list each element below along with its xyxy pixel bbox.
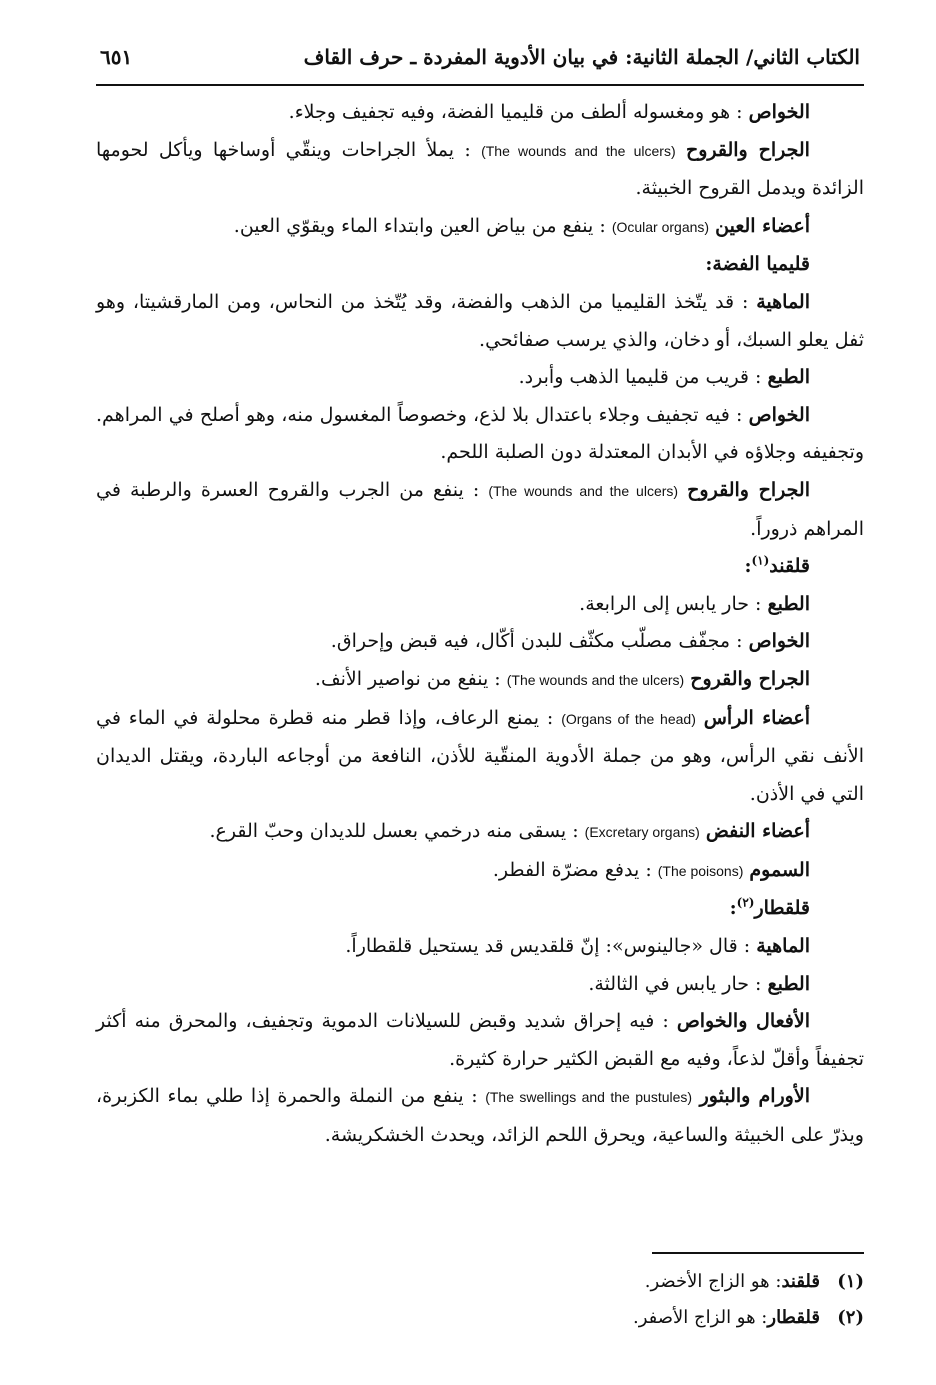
header-rule bbox=[96, 84, 864, 86]
page-number: ٦٥١ bbox=[100, 45, 133, 69]
body-text bbox=[96, 94, 864, 1155]
property-term: الأفعال والخواص bbox=[676, 1010, 810, 1033]
paragraph-text: : فيه تجفيف وجلاء باعتدال بلا لذع، وخصوصاً المغسول منه، وهو أصلح في المراهم. وتجفيفه وجلاؤه في الأبدان المعتدلة دون الصلبة اللحم. bbox=[96, 403, 864, 464]
paragraph-text: : قال «جالينوس»: إنّ قلقديس قد يستحيل قلقطاراً. bbox=[345, 935, 751, 958]
paragraph-text: : ينفع من الجرب والقروح العسرة والرطبة في المراهم ذروراً. bbox=[96, 478, 864, 540]
entry-heading-text: قليميا الفضة: bbox=[705, 253, 810, 276]
entry-paragraph bbox=[96, 928, 864, 966]
property-term: الخواص bbox=[748, 630, 810, 653]
entry-heading bbox=[96, 548, 864, 586]
english-gloss: (The wounds and the ulcers) bbox=[506, 671, 685, 688]
footnote-number: (٢) bbox=[837, 1307, 864, 1328]
entry-heading bbox=[96, 246, 864, 284]
property-term: الجراح والقروح bbox=[687, 478, 810, 501]
paragraph-text: : فيه إحراق شديد وقبض للسيلانات الدموية وتجفيف، والمحرق منه أكثر تجفيفاً وأقلّ لذعاً، وفيه مع القبض الكثير حرارة كثيرة. bbox=[96, 1010, 864, 1070]
entry-paragraph bbox=[96, 966, 864, 1004]
entry-paragraph bbox=[96, 661, 864, 700]
english-gloss: (Organs of the head) bbox=[561, 710, 696, 727]
property-term: الجراح والقروح bbox=[685, 138, 810, 161]
paragraph-text: : ينفع من نواصير الأنف. bbox=[314, 667, 501, 690]
paragraph-text: : يدفع مضرّة الفطر. bbox=[492, 858, 652, 881]
entry-paragraph bbox=[96, 1003, 864, 1078]
paragraph-text: : قد يتّخذ القليميا من الذهب والفضة، وقد يُتّخذ من النحاس، ومن المارقشيتا، وهو ثفل يعلو السبك، أو دخان، والذي يرسب صفائحي. bbox=[96, 290, 864, 351]
property-term: الخواص bbox=[748, 101, 810, 123]
paragraph-text: : يملأ الجراحات وينقّي أوساخها ويأكل لحومها الزائدة ويدمل القروح الخبيثة. bbox=[96, 138, 864, 200]
property-term: الطبع bbox=[767, 972, 810, 995]
entry-paragraph bbox=[96, 208, 864, 247]
entry-paragraph bbox=[96, 472, 864, 548]
property-term: الأورام والبثور bbox=[699, 1085, 810, 1108]
paragraph-text: : يمنع الرعاف، وإذا قطر منه قطرة محلولة في الماء في الأنف نقي الرأس، وهو من جملة الأدوية المنقّية للأذن، النافعة من أوجاعه الباردة، ويقتل الديدان التي في الأذن. bbox=[96, 706, 864, 805]
entry-heading-text: قلقطار bbox=[754, 897, 810, 920]
property-term: السموم bbox=[749, 858, 810, 881]
footnote-number: (١) bbox=[837, 1271, 864, 1292]
entry-heading bbox=[96, 890, 864, 928]
running-head bbox=[96, 40, 864, 74]
running-head-title: الكتاب الثاني/ الجملة الثانية: في بيان الأدوية المفردة ـ حرف القاف bbox=[303, 45, 860, 69]
heading-colon: : bbox=[729, 897, 737, 920]
property-term: أعضاء العين bbox=[715, 214, 810, 237]
paragraph-text: : ينفع من بياض العين وابتداء الماء ويقوّي العين. bbox=[233, 214, 606, 237]
footnote-term: قلقطار bbox=[767, 1307, 820, 1328]
entry-paragraph bbox=[96, 1078, 864, 1154]
paragraph-text: : هو ومغسوله ألطف من قليميا الفضة، وفيه تجفيف وجلاء. bbox=[288, 101, 743, 123]
english-gloss: (The wounds and the ulcers) bbox=[488, 482, 679, 499]
paragraph-text: : مجفّف مصلّب مكثّف للبدن أكّال، فيه قبض وإحراق. bbox=[330, 630, 743, 653]
entry-paragraph bbox=[96, 284, 864, 359]
property-term: أعضاء الرأس bbox=[703, 706, 811, 729]
english-gloss: (Ocular organs) bbox=[611, 218, 710, 235]
heading-colon: : bbox=[744, 555, 752, 578]
paragraph-text: : ينفع من النملة والحمرة إذا طلي بماء الكزبرة، ويذرّ على الخبيثة والساعية، ويحرق اللحم الزائد، ويحدث الخشكريشة. bbox=[96, 1085, 864, 1147]
book-page bbox=[96, 40, 864, 1155]
footnote-term: قلقند bbox=[781, 1271, 820, 1292]
property-term: الخواص bbox=[748, 403, 810, 426]
paragraph-text: : يسقى منه درخمي بعسل للديدان وحبّ القرع. bbox=[209, 820, 579, 843]
entry-paragraph bbox=[96, 359, 864, 397]
footnote-rule bbox=[652, 1252, 864, 1254]
english-gloss: (The poisons) bbox=[657, 862, 744, 879]
property-term: الماهية bbox=[756, 290, 810, 313]
english-gloss: (Excretary organs) bbox=[584, 824, 700, 841]
footnote bbox=[96, 1300, 864, 1336]
entry-paragraph bbox=[96, 700, 864, 814]
entry-paragraph bbox=[96, 623, 864, 661]
paragraph-text: : حار يابس إلى الرابعة. bbox=[579, 592, 762, 615]
footnote-text: : هو الزاج الأخضر. bbox=[644, 1271, 782, 1292]
paragraph-text: : حار يابس في الثالثة. bbox=[588, 972, 762, 995]
property-term: الطبع bbox=[767, 592, 810, 615]
property-term: أعضاء النفض bbox=[705, 820, 810, 843]
entry-paragraph bbox=[96, 586, 864, 624]
property-term: الماهية bbox=[756, 935, 810, 958]
footnote-marker[interactable]: (٢) bbox=[736, 896, 755, 911]
entry-paragraph bbox=[96, 813, 864, 852]
entry-paragraph bbox=[96, 94, 864, 132]
entry-paragraph bbox=[96, 852, 864, 891]
english-gloss: (The wounds and the ulcers) bbox=[481, 142, 676, 159]
footnote-text: : هو الزاج الأصفر. bbox=[633, 1307, 768, 1328]
property-term: الطبع bbox=[767, 366, 810, 389]
english-gloss: (The swellings and the pustules) bbox=[485, 1089, 693, 1106]
property-term: الجراح والقروح bbox=[690, 667, 810, 690]
entry-paragraph bbox=[96, 132, 864, 208]
entry-paragraph bbox=[96, 397, 864, 472]
footnotes bbox=[96, 1264, 864, 1336]
entry-heading-text: قلقند bbox=[769, 555, 810, 578]
footnote bbox=[96, 1264, 864, 1300]
paragraph-text: : قريب من قليميا الذهب وأبرد. bbox=[518, 366, 762, 389]
footnote-marker[interactable]: (١) bbox=[751, 553, 770, 568]
